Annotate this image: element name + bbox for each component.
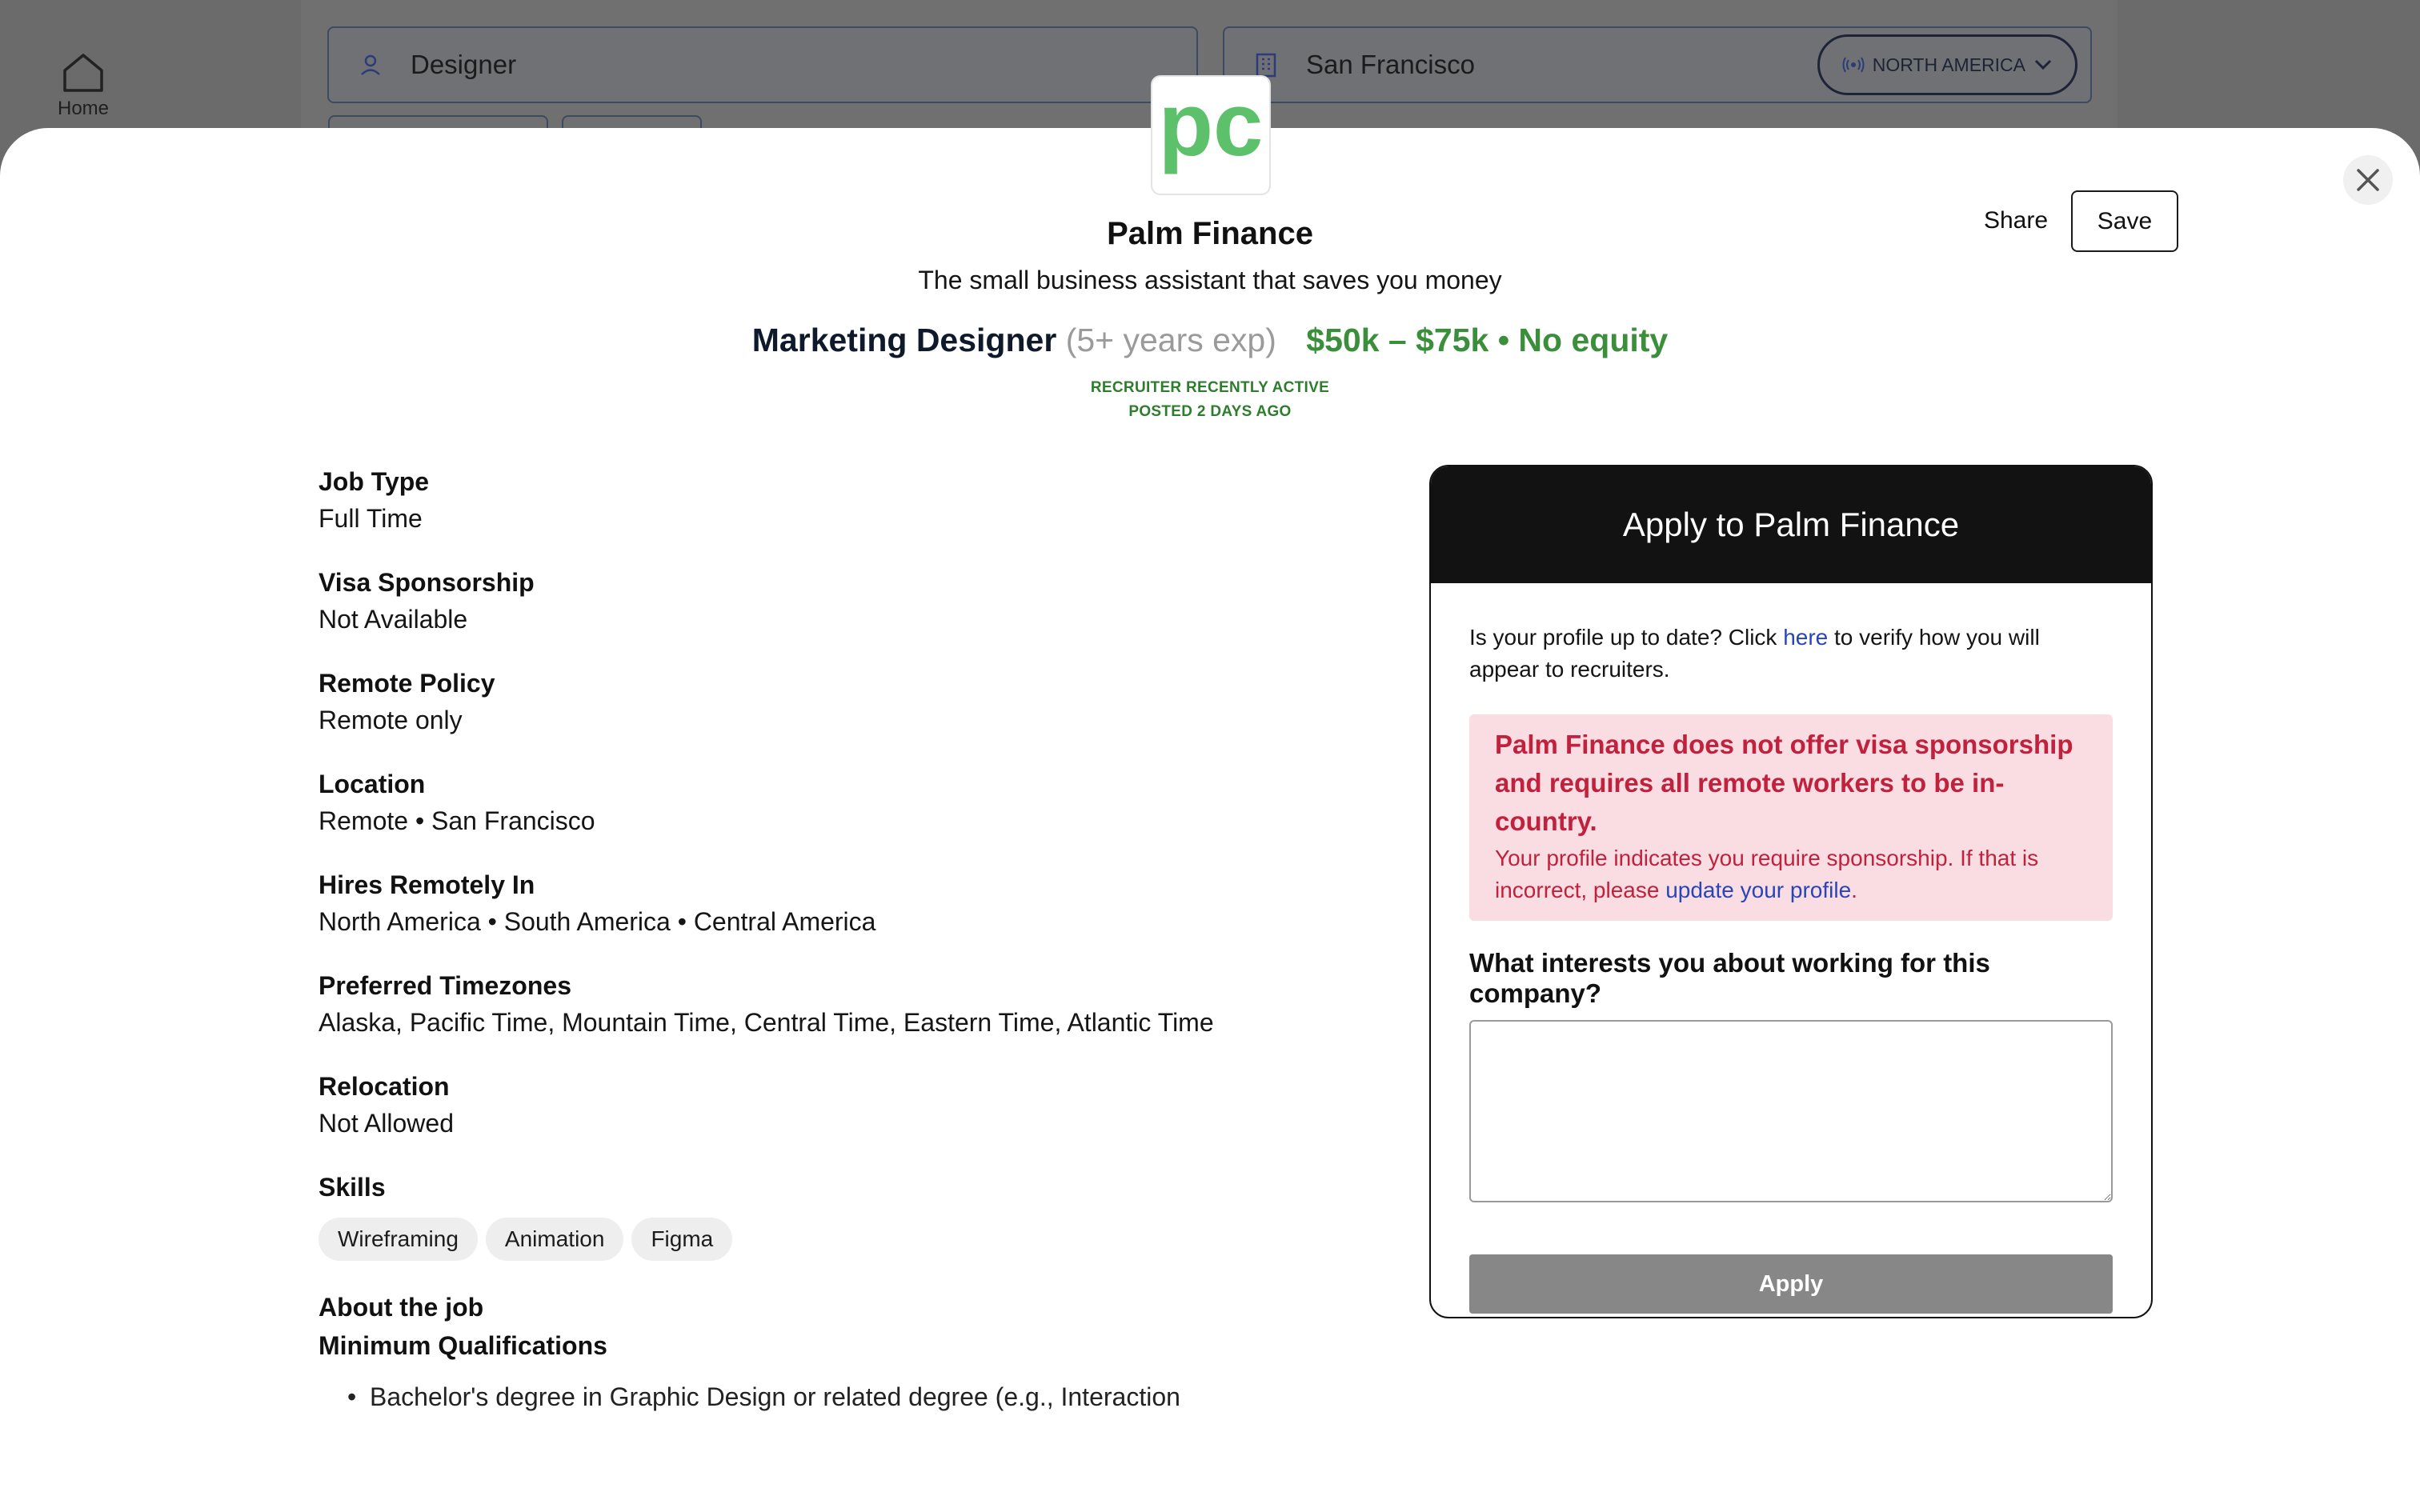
skill-chip: Figma: [631, 1218, 732, 1261]
sidebar-home[interactable]: [50, 53, 117, 120]
job-details: [319, 464, 1359, 1416]
detail-value: Remote • San Francisco: [319, 806, 595, 835]
job-experience: (5+ years exp): [1065, 322, 1276, 358]
detail-label: Hires Remotely In: [319, 870, 535, 899]
profile-note: [1469, 622, 2113, 686]
detail-label: Remote Policy: [319, 669, 495, 698]
detail-value: Remote only: [319, 706, 463, 734]
share-button[interactable]: Share: [1983, 207, 2049, 234]
detail-value: Full Time: [319, 504, 423, 533]
location-search-field[interactable]: [1223, 26, 2092, 103]
home-icon: [62, 53, 105, 93]
detail-job-type: [319, 464, 1359, 538]
region-dropdown[interactable]: [1817, 34, 2077, 95]
job-headline: [0, 322, 2420, 359]
save-button[interactable]: Save: [2071, 190, 2178, 252]
profile-note-suffix: to verify how you will appear to recruiters.: [1469, 625, 2040, 682]
company-tagline: The small business assistant that saves you money: [918, 266, 1502, 294]
apply-title: Apply to Palm Finance: [1431, 466, 2151, 583]
home-label: Home: [57, 98, 110, 119]
detail-label: Job Type: [319, 467, 430, 496]
profile-note-prefix: Is your profile up to date? Click: [1469, 625, 1784, 650]
update-profile-link[interactable]: update your profile: [1665, 878, 1852, 902]
detail-skills: [319, 1170, 1359, 1261]
detail-hires-remotely-in: [319, 867, 1359, 941]
interest-answer-field[interactable]: [1469, 1020, 2113, 1202]
job-compensation: $50k – $75k • No equity: [1306, 322, 1669, 358]
profile-here-link[interactable]: here: [1783, 625, 1829, 650]
detail-label: Visa Sponsorship: [319, 568, 535, 597]
visa-alert-end: .: [1851, 878, 1857, 902]
close-icon: [2356, 168, 2380, 192]
recruiter-status: RECRUITER RECENTLY ACTIVE: [1090, 379, 1330, 396]
person-icon: [355, 53, 387, 77]
posted-status: POSTED 2 DAYS AGO: [1128, 403, 1292, 420]
visa-alert: [1469, 714, 2113, 921]
visa-alert-text: [1495, 842, 2087, 906]
detail-relocation: [319, 1069, 1359, 1142]
apply-button[interactable]: Apply: [1469, 1254, 2113, 1314]
detail-location: [319, 766, 1359, 840]
chevron-down-icon: [2033, 58, 2053, 71]
role-search-field[interactable]: [327, 26, 1198, 103]
company-name: Palm Finance: [1107, 216, 1313, 251]
skills-label: Skills: [319, 1173, 386, 1202]
detail-value: North America • South America • Central America: [319, 907, 876, 936]
location-search-value: San Francisco: [1306, 50, 1475, 79]
skill-chip: Wireframing: [319, 1218, 478, 1261]
interest-question: What interests you about working for this company?: [1469, 948, 1990, 1008]
detail-preferred-timezones: [319, 968, 1359, 1042]
skills-list: [319, 1218, 1359, 1261]
about-subheading: Minimum Qualifications: [319, 1331, 607, 1360]
building-icon: [1250, 52, 1282, 78]
apply-card: [1429, 465, 2153, 1318]
detail-value: Not Available: [319, 605, 468, 634]
company-logo: [1152, 77, 1269, 194]
detail-value: Alaska, Pacific Time, Mountain Time, Central Time, Eastern Time, Atlantic Time: [319, 1008, 1214, 1037]
visa-alert-title: Palm Finance does not offer visa sponsorship and requires all remote workers to be in-country.: [1495, 730, 2073, 836]
about-heading: About the job: [319, 1293, 484, 1322]
broadcast-icon: [1842, 55, 1865, 74]
visa-alert-message: Your profile indicates you require sponsorship. If that is incorrect, please: [1495, 846, 2039, 902]
detail-label: Location: [319, 770, 426, 798]
qualification-item: • Bachelor's degree in Graphic Design or related degree (e.g., Interaction: [319, 1378, 1359, 1416]
role-search-value: Designer: [411, 50, 517, 79]
region-label: NORTH AMERICA: [1872, 54, 2025, 75]
detail-visa-sponsorship: [319, 565, 1359, 638]
skill-chip: Animation: [486, 1218, 624, 1261]
detail-label: Relocation: [319, 1072, 450, 1101]
detail-remote-policy: [319, 666, 1359, 739]
modal-bottom-fade: [0, 1419, 2420, 1512]
detail-value: Not Allowed: [319, 1109, 454, 1138]
detail-label: Preferred Timezones: [319, 971, 571, 1000]
job-title: Marketing Designer: [751, 322, 1057, 358]
close-button[interactable]: [2343, 155, 2393, 205]
logo-text: pc: [1158, 77, 1264, 174]
